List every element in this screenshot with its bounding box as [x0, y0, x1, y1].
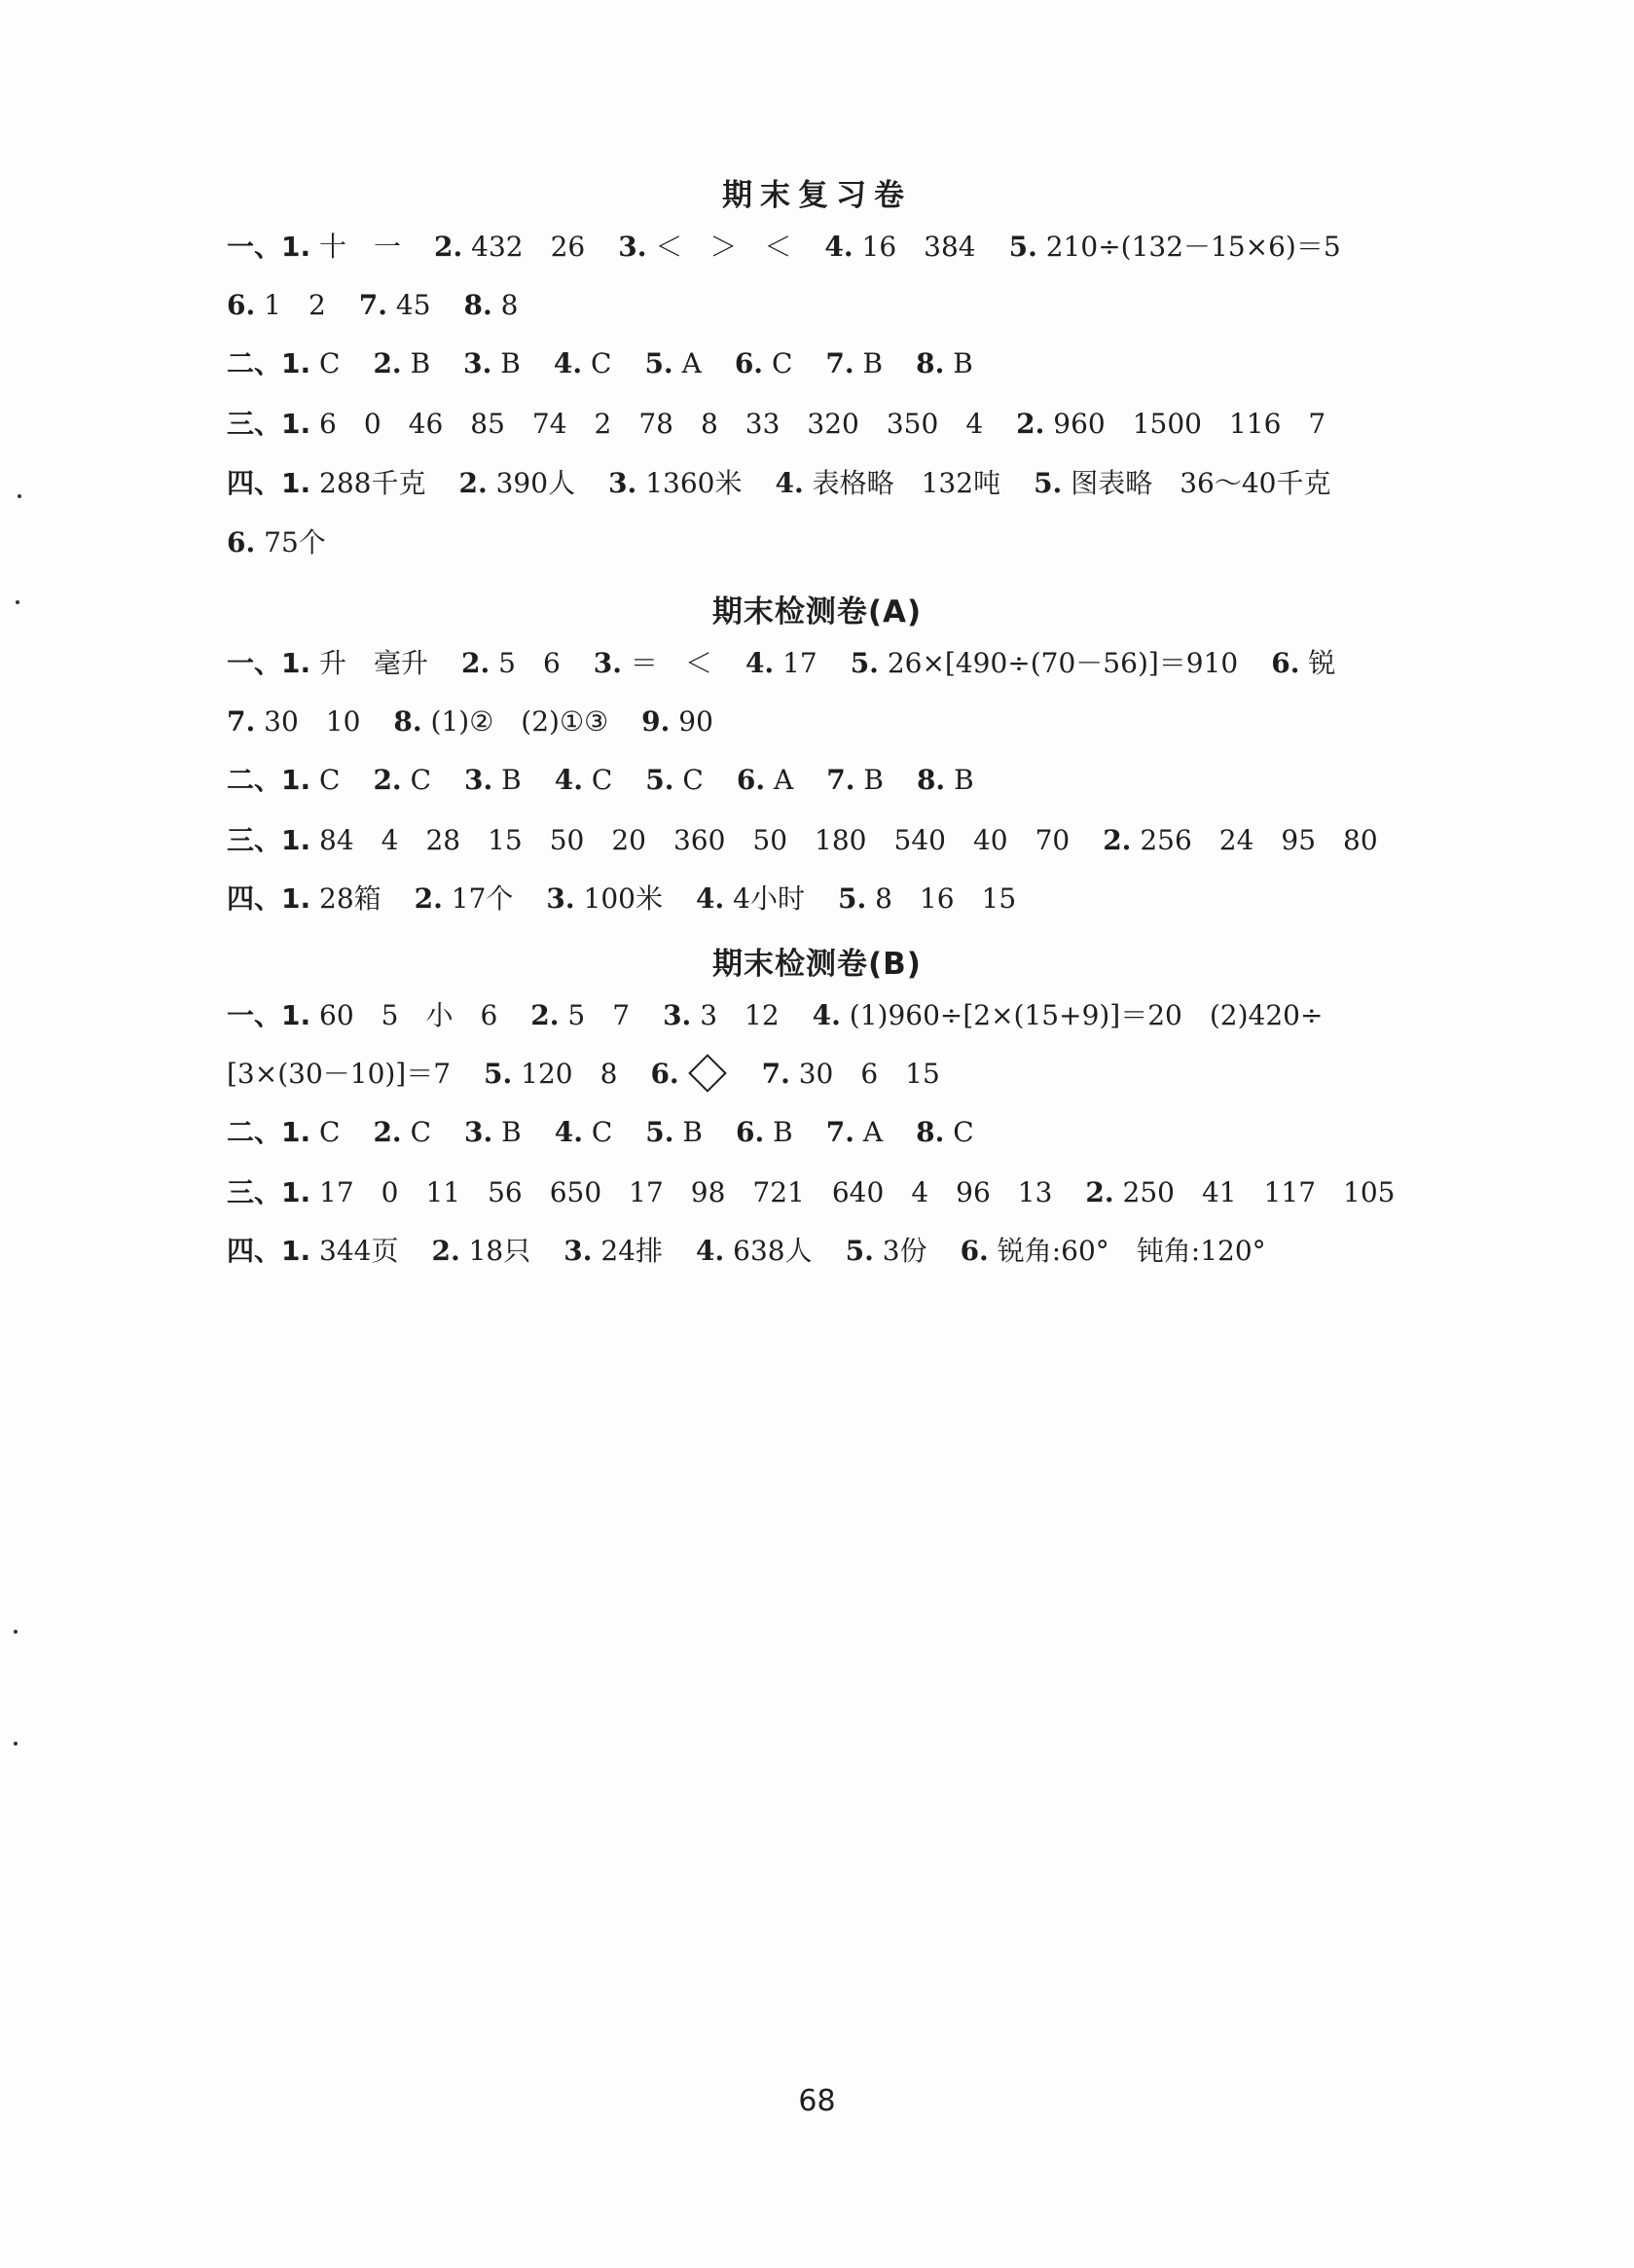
- answer-text: 8: [491, 289, 519, 321]
- question-number: 一、1.: [227, 231, 311, 263]
- answer-text: 30 10: [255, 705, 361, 738]
- answer-text: 16 384: [853, 231, 976, 263]
- question-number: 6.: [736, 1116, 765, 1148]
- answer-text: B: [401, 347, 431, 379]
- answer-text: 5 6: [490, 647, 561, 679]
- question-number: 8.: [916, 347, 945, 379]
- answer-item: [555, 1116, 613, 1148]
- question-number: 2.: [373, 764, 402, 796]
- answer-item: [464, 289, 519, 321]
- answer-text: B: [944, 347, 973, 379]
- answer-text: A: [765, 764, 794, 796]
- answer-item: [555, 764, 613, 796]
- scan-speck: [14, 1630, 18, 1634]
- question-number: 三、1.: [227, 824, 311, 856]
- answer-text: 4小时: [724, 882, 805, 915]
- answer-line: [227, 403, 1482, 446]
- answer-text: 十 一: [310, 231, 402, 263]
- answer-text: C: [582, 764, 613, 796]
- answer-line: [227, 1111, 1482, 1154]
- question-number: 8.: [393, 705, 422, 738]
- answer-line: [227, 642, 1482, 685]
- question-number: 5.: [850, 647, 879, 679]
- answer-item: [824, 231, 975, 263]
- question-number: 6.: [734, 347, 764, 379]
- answer-item: [745, 647, 817, 679]
- answer-text: C: [401, 1116, 432, 1148]
- answer-text: 250 41 117 105: [1113, 1176, 1396, 1208]
- question-number: 4.: [553, 347, 583, 379]
- answer-item: [464, 1116, 522, 1148]
- answer-text: 锐: [1299, 647, 1336, 679]
- answer-text: 75个: [255, 526, 326, 558]
- answer-text: C: [582, 1116, 613, 1148]
- answer-text: 120 8: [512, 1058, 618, 1090]
- answer-line: [227, 994, 1482, 1037]
- answer-text: 432 26: [462, 231, 586, 263]
- question-number: 2.: [530, 999, 560, 1031]
- answer-item: [434, 231, 585, 263]
- answer-item: [227, 764, 340, 796]
- answer-text: 17 0 11 56 650 17 98 721 640 4 96 13: [310, 1176, 1053, 1208]
- answer-text: 288千克: [310, 467, 426, 499]
- question-number: 4.: [554, 1116, 583, 1148]
- answer-text: 8 16 15: [866, 882, 1017, 915]
- answer-item: [227, 647, 428, 679]
- question-number: 3.: [663, 999, 692, 1031]
- answer-text: C: [310, 764, 341, 796]
- question-number: 2.: [434, 231, 463, 263]
- answer-text: C: [763, 347, 793, 379]
- answer-item: [227, 347, 340, 379]
- answer-item: [1085, 1176, 1395, 1208]
- answer-line: [227, 1053, 1482, 1096]
- question-number: 四、1.: [227, 1235, 311, 1267]
- question-number: 7.: [825, 1116, 854, 1148]
- question-number: 3.: [546, 882, 575, 915]
- answer-item: [546, 882, 663, 915]
- answer-item: [1009, 231, 1341, 263]
- answer-text: C: [944, 1116, 974, 1148]
- question-number: 6.: [227, 289, 256, 321]
- answer-text: 升 毫升: [310, 647, 429, 679]
- question-number: 5.: [845, 1235, 874, 1267]
- answer-text: 6 0 46 85 74 2 78 8 33 320 350 4: [310, 408, 984, 440]
- scan-speck: [18, 494, 21, 498]
- answer-item: [696, 882, 805, 915]
- answer-item: [826, 1116, 883, 1148]
- answer-text: B: [945, 764, 974, 796]
- answer-text: 1360米: [636, 467, 743, 499]
- answer-text: B: [854, 764, 884, 796]
- question-number: 3.: [563, 1235, 593, 1267]
- answer-line: [227, 342, 1482, 385]
- answer-item: [641, 705, 713, 738]
- answer-item: [530, 999, 630, 1031]
- answer-item: [227, 1058, 451, 1090]
- question-number: 四、1.: [227, 467, 311, 499]
- answer-line: [227, 759, 1482, 802]
- answer-text: 390人: [487, 467, 576, 499]
- question-number: 9.: [641, 705, 671, 738]
- answer-text: B: [764, 1116, 793, 1148]
- question-number: 三、1.: [227, 408, 311, 440]
- answer-item: [227, 231, 401, 263]
- answer-text: 5 7: [559, 999, 631, 1031]
- question-number: 6.: [736, 764, 766, 796]
- question-number: 一、1.: [227, 999, 311, 1031]
- answer-text: 90: [670, 705, 713, 738]
- answer-text: B: [673, 1116, 704, 1148]
- answer-item: [916, 347, 973, 379]
- question-number: 7.: [761, 1058, 790, 1090]
- answer-item: [737, 764, 793, 796]
- answer-item: [645, 764, 704, 796]
- answer-line: [227, 1171, 1482, 1214]
- answer-item: [458, 467, 575, 499]
- answer-line: [227, 522, 1482, 564]
- answer-item: [431, 1235, 530, 1267]
- question-number: 3.: [593, 647, 623, 679]
- answer-text: 638人: [724, 1235, 813, 1267]
- answer-text: A: [853, 1116, 884, 1148]
- question-number: 6.: [960, 1235, 989, 1267]
- answer-text: 30 6 15: [789, 1058, 940, 1090]
- answer-item: [594, 647, 712, 679]
- question-number: 4.: [744, 647, 775, 679]
- scan-speck: [14, 1742, 18, 1746]
- answer-text: 26×[490÷(70－56)]＝910: [878, 647, 1239, 679]
- answer-item: [554, 347, 612, 379]
- answer-text: 28箱: [310, 882, 381, 915]
- question-number: 5.: [1034, 467, 1063, 499]
- answer-text: 960 1500 116 7: [1044, 408, 1326, 440]
- section-title-final-review: 期末复习卷: [722, 178, 912, 213]
- question-number: 四、1.: [227, 882, 311, 915]
- question-number: 4.: [554, 764, 583, 796]
- answer-text: 45: [387, 289, 431, 321]
- answer-item: [961, 1235, 1266, 1267]
- answer-text: 100米: [574, 882, 664, 915]
- answer-item: [1016, 408, 1325, 440]
- question-number: 4.: [775, 467, 804, 499]
- answer-item: [227, 526, 326, 558]
- answer-item: [762, 1058, 940, 1090]
- answer-text: (1)960÷[2×(15+9)]＝20 (2)420÷: [840, 999, 1324, 1031]
- answer-item: [813, 999, 1324, 1031]
- answer-item: [1271, 647, 1335, 679]
- answer-item: [464, 764, 522, 796]
- section-title-final-test-a: 期末检测卷(A): [711, 594, 923, 630]
- answer-item: [227, 705, 360, 738]
- answer-item: [644, 347, 701, 379]
- question-number: 4.: [696, 1235, 725, 1267]
- answer-text: 256 24 95 80: [1131, 824, 1378, 856]
- question-number: 5.: [1008, 231, 1037, 263]
- answer-text: 3份: [873, 1235, 927, 1267]
- answer-item: [359, 289, 431, 321]
- answer-item: [645, 1116, 703, 1148]
- question-number: 二、1.: [227, 1116, 311, 1148]
- question-number: 2.: [373, 1116, 402, 1148]
- answer-text: B: [491, 347, 521, 379]
- answer-item: [227, 1235, 398, 1267]
- answer-item: [227, 824, 1070, 856]
- question-number: 2.: [458, 467, 488, 499]
- answer-item: [608, 467, 742, 499]
- answer-item: [825, 347, 883, 379]
- answer-item: [663, 999, 780, 1031]
- answer-line: [227, 284, 1482, 327]
- section-title-final-test-b: 期末检测卷(B): [712, 947, 922, 982]
- answer-item: [227, 882, 381, 915]
- question-number: 6.: [650, 1058, 679, 1090]
- question-number: 3.: [464, 764, 493, 796]
- question-number: 5.: [644, 347, 673, 379]
- question-number: 2.: [1085, 1176, 1114, 1208]
- question-number: 三、1.: [227, 1176, 311, 1208]
- answer-item: [916, 1116, 974, 1148]
- answer-text: 表格略 132吨: [803, 467, 1001, 499]
- answer-text: B: [853, 347, 884, 379]
- answer-item: [735, 347, 793, 379]
- answer-item: [696, 1235, 813, 1267]
- question-number: 7.: [825, 347, 854, 379]
- question-number: 8.: [916, 764, 946, 796]
- answer-text: 18只: [459, 1235, 531, 1267]
- answer-item: [415, 882, 514, 915]
- question-number: 4.: [696, 882, 725, 915]
- answer-item: [373, 764, 431, 796]
- answer-text: C: [673, 764, 704, 796]
- question-number: 6.: [1271, 647, 1300, 679]
- answer-text: 3 12: [691, 999, 780, 1031]
- answer-item: [618, 231, 791, 263]
- answer-item: [393, 705, 608, 738]
- question-number: 二、1.: [227, 764, 311, 796]
- answer-item: [775, 467, 1000, 499]
- answer-item: [484, 1058, 617, 1090]
- answer-line: [227, 701, 1482, 743]
- question-number: 4.: [824, 231, 853, 263]
- question-number: 7.: [358, 289, 387, 321]
- answer-item: [463, 347, 521, 379]
- question-number: 3.: [464, 1116, 493, 1148]
- question-number: 7.: [826, 764, 855, 796]
- answer-text: [3×(30－10)]＝7: [227, 1058, 452, 1090]
- answer-text: C: [310, 1116, 341, 1148]
- question-number: 5.: [484, 1058, 513, 1090]
- answer-item: [461, 647, 561, 679]
- answer-item: [826, 764, 884, 796]
- answer-text: B: [492, 764, 522, 796]
- answer-text: 锐角:60° 钝角:120°: [988, 1235, 1266, 1267]
- answer-item: [373, 1116, 431, 1148]
- question-number: 3.: [463, 347, 492, 379]
- question-number: 7.: [227, 705, 256, 738]
- question-number: 2.: [1103, 824, 1132, 856]
- answer-item: [851, 647, 1239, 679]
- answer-text: 210÷(132－15×6)＝5: [1036, 231, 1341, 263]
- answer-line: [227, 878, 1482, 920]
- answer-line: [227, 1230, 1482, 1273]
- scan-speck: [16, 600, 19, 604]
- diamond-shape-icon: [688, 1054, 727, 1093]
- answer-text: 344页: [310, 1235, 399, 1267]
- answer-text: ＝ ＜: [622, 647, 712, 679]
- question-number: 2.: [414, 882, 443, 915]
- question-number: 2.: [461, 647, 490, 679]
- answer-text: B: [492, 1116, 522, 1148]
- answer-item: [1034, 467, 1330, 499]
- answer-text: 24排: [592, 1235, 664, 1267]
- question-number: 3.: [618, 231, 647, 263]
- answer-text: 1 2: [255, 289, 326, 321]
- answer-item: [650, 1058, 728, 1090]
- answer-item: [227, 1116, 340, 1148]
- question-number: 3.: [608, 467, 637, 499]
- answer-item: [563, 1235, 663, 1267]
- answer-text: C: [310, 347, 341, 379]
- answer-line: [227, 819, 1482, 862]
- answer-line: [227, 226, 1482, 269]
- answer-line: [227, 462, 1482, 505]
- question-number: 一、1.: [227, 647, 311, 679]
- answer-item: [373, 347, 430, 379]
- answer-text: 84 4 28 15 50 20 360 50 180 540 40 70: [310, 824, 1071, 856]
- answer-item: [227, 289, 326, 321]
- question-number: 2.: [431, 1235, 460, 1267]
- question-number: 二、1.: [227, 347, 311, 379]
- answer-item: [227, 408, 983, 440]
- question-number: 2.: [1016, 408, 1045, 440]
- question-number: 2.: [373, 347, 402, 379]
- answer-text: (1)② (2)①③: [421, 705, 609, 738]
- answer-text: 图表略 36～40千克: [1062, 467, 1331, 499]
- question-number: 5.: [645, 1116, 674, 1148]
- answer-text: A: [672, 347, 702, 379]
- question-number: 4.: [812, 999, 841, 1031]
- answer-text: C: [401, 764, 432, 796]
- answer-item: [227, 999, 497, 1031]
- answer-item: [227, 467, 425, 499]
- answer-item: [227, 1176, 1052, 1208]
- answer-text: ＜ ＞ ＜: [646, 231, 792, 263]
- answer-item: [736, 1116, 793, 1148]
- answer-text: 17: [774, 647, 817, 679]
- answer-item: [846, 1235, 927, 1267]
- answer-item: [838, 882, 1016, 915]
- answer-text: 17个: [442, 882, 514, 915]
- answer-item: [917, 764, 974, 796]
- question-number: 8.: [916, 1116, 945, 1148]
- question-number: 8.: [463, 289, 492, 321]
- page-number: 68: [798, 2084, 836, 2118]
- answer-item: [1103, 824, 1377, 856]
- answer-text: 60 5 小 6: [310, 999, 498, 1031]
- answer-text: C: [582, 347, 612, 379]
- question-number: 6.: [227, 526, 256, 558]
- question-number: 5.: [645, 764, 674, 796]
- question-number: 5.: [837, 882, 867, 915]
